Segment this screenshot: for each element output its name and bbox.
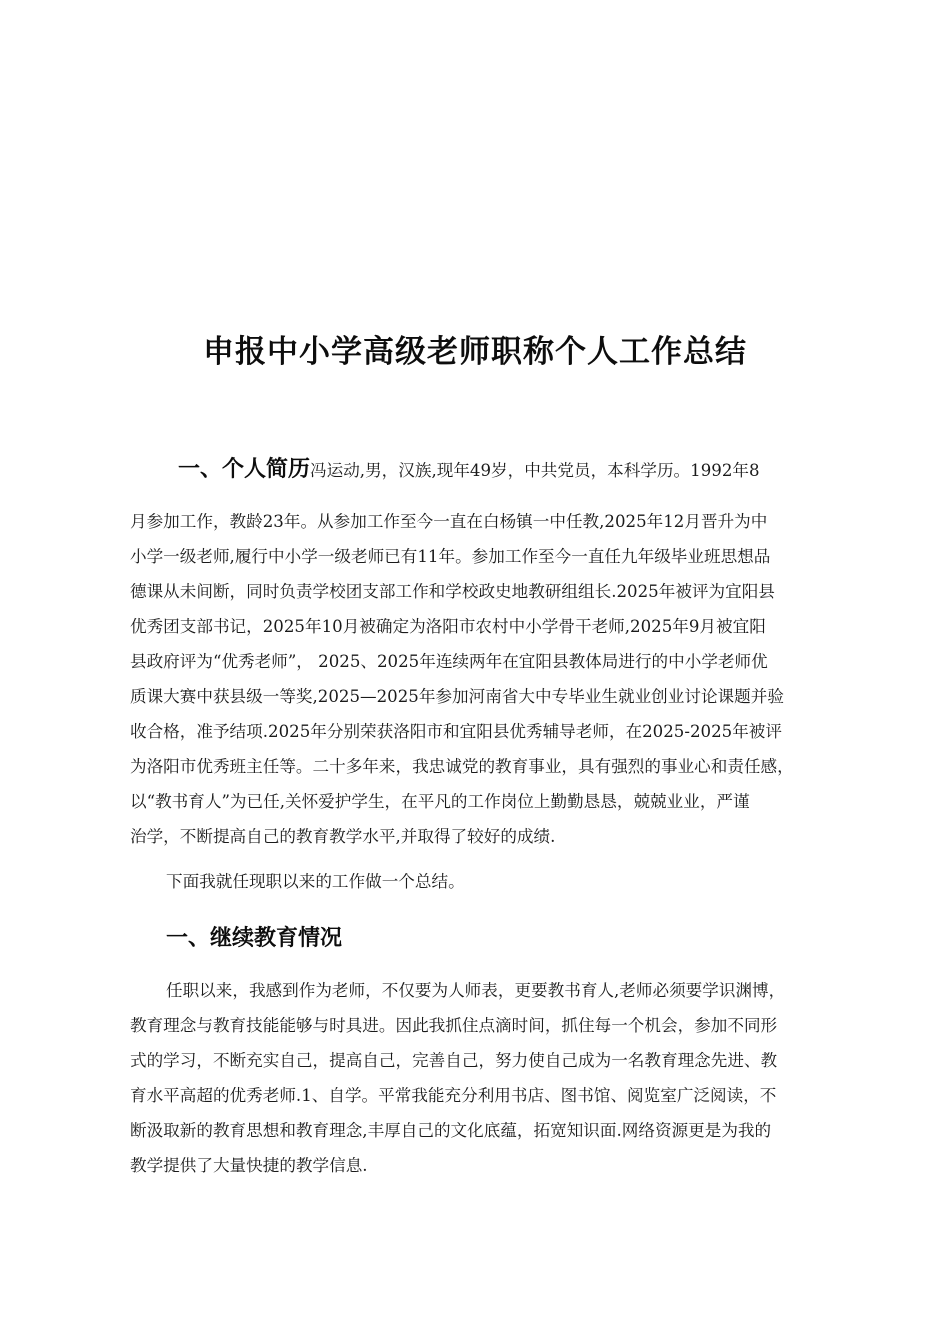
paragraph-line: 任职以来，我感到作为老师，不仅要为人师表，更要教书育人,老师必须要学识渊博， — [166, 981, 786, 1000]
paragraph-line: 以“教书育人”为已任,关怀爱护学生，在平凡的工作岗位上勤勤恳恳，兢兢业业，严谨 — [130, 792, 750, 811]
paragraph-line: 教学提供了大量快捷的教学信息. — [130, 1156, 368, 1175]
paragraph-line: 育水平高超的优秀老师.1、自学。平常我能充分利用书店、图书馆、阅览室广泛阅读，不 — [130, 1086, 777, 1105]
paragraph-line: 治学，不断提高自己的教育教学水平,并取得了较好的成绩. — [130, 827, 556, 846]
paragraph-line: 德课从未间断，同时负责学校团支部工作和学校政史地教研组组长.2025年被评为宜阳县 — [130, 582, 775, 601]
paragraph-line: 优秀团支部书记，2025年10月被确定为洛阳市农村中小学骨干老师,2025年9月被宜阳 — [130, 617, 766, 636]
paragraph-line: 县政府评为“优秀老师”， 2025、2025年连续两年在宜阳县教体局进行的中小学老师优 — [130, 652, 768, 671]
paragraph-line: 冯运动,男，汉族,现年49岁，中共党员，本科学历。1992年8 — [310, 461, 760, 480]
paragraph-line: 收合格，准予结项.2025年分别荣获洛阳市和宜阳县优秀辅导老师，在2025-2025年被评 — [130, 722, 782, 741]
paragraph-line: 断汲取新的教育思想和教育理念,丰厚自己的文化底蕴，拓宽知识面.网络资源更是为我的 — [130, 1121, 772, 1140]
paragraph-line: 教育理念与教育技能能够与时具进。因此我抓住点滴时间，抓住每一个机会，参加不同形 — [130, 1016, 778, 1035]
section1-first-line — [178, 458, 938, 483]
paragraph-line: 质课大赛中获县级一等奖,2025—2025年参加河南省大中专毕业生就业创业讨论课题并验 — [130, 687, 784, 706]
paragraph-line: 式的学习，不断充实自己，提高自己，完善自己，努力使自己成为一名教育理念先进、教 — [130, 1051, 778, 1070]
section2-heading: 一、继续教育情况 — [166, 926, 343, 951]
paragraph-line: 小学一级老师,履行中小学一级老师已有11年。参加工作至今一直任九年级毕业班思想品 — [130, 547, 771, 566]
section1-heading: 一、个人简历 — [178, 457, 311, 482]
paragraph-line: 月参加工作，教龄23年。从参加工作至今一直在白杨镇一中任教,2025年12月晋升为中 — [130, 512, 768, 531]
summary-intro: 下面我就任现职以来的工作做一个总结。 — [166, 872, 465, 891]
paragraph-line: 为洛阳市优秀班主任等。二十多年来，我忠诚党的教育事业，具有强烈的事业心和责任感， — [130, 757, 794, 776]
document-title: 申报中小学高级老师职称个人工作总结 — [203, 334, 747, 370]
